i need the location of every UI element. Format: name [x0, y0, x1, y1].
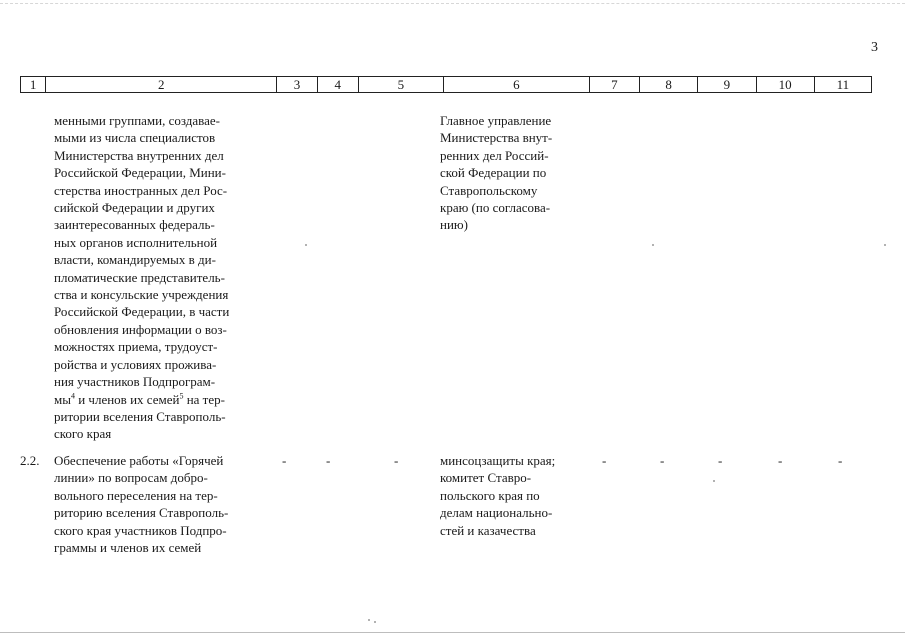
description-line: стерства иностранных дел Рос- [54, 182, 228, 198]
executor-line: Министерства внут- [440, 130, 553, 146]
scan-speck [305, 244, 307, 246]
continued-row-executor [440, 112, 578, 234]
scan-edge-top [0, 3, 905, 4]
description-line: вольного переселения на тер- [54, 487, 218, 503]
column-header-10: 10 [757, 77, 815, 92]
executor-line: комитет Ставро- [440, 470, 532, 486]
row-2-2-col7-dash: - [602, 453, 607, 468]
row-2-2-col8-dash: - [660, 453, 665, 468]
executor-line: ренних дел Россий- [440, 147, 549, 163]
description-line: линии» по вопросам добро- [54, 470, 208, 486]
column-header-2: 2 [46, 77, 277, 92]
row-2-2-col3-dash: - [282, 453, 287, 468]
description-fragment: мы [54, 391, 71, 407]
description-line: менными группами, создавае- [54, 113, 220, 128]
continued-row-description [54, 112, 264, 443]
executor-line: Главное управление [440, 113, 552, 128]
executor-line: нию) [440, 217, 468, 233]
executor-line: стей и казачества [440, 522, 536, 538]
description-line: пломатические представитель- [54, 269, 225, 285]
row-2-2-col11-dash: - [838, 453, 843, 468]
column-header-7: 7 [590, 77, 640, 92]
description-line: граммы и членов их семей [54, 540, 202, 556]
column-header-3: 3 [277, 77, 318, 92]
executor-line: Ставропольскому [440, 182, 538, 198]
column-header-9: 9 [698, 77, 756, 92]
description-fragment: на тер- [183, 391, 225, 407]
executor-line: ской Федерации по [440, 165, 547, 181]
row-2-2-col5-dash: - [394, 453, 399, 468]
description-line: Министерства внутренних дел [54, 147, 224, 163]
description-line: сийской Федерации и других [54, 200, 215, 216]
description-line: риторию вселения Ставрополь- [54, 505, 229, 521]
description-line: ния участников Подпрограм- [54, 374, 216, 390]
description-line: ского края [54, 426, 112, 442]
column-header-6: 6 [444, 77, 590, 92]
executor-line: польского края по [440, 487, 540, 503]
page-number: 3 [871, 40, 878, 55]
description-line: ского края участников Подпро- [54, 522, 227, 538]
executor-line: минсоцзащиты края; [440, 453, 556, 468]
row-2-2-executor [440, 452, 578, 539]
description-line: мыми из числа специалистов [54, 130, 216, 146]
description-line-with-footnotes [54, 391, 264, 408]
description-line: власти, командируемых в ди- [54, 252, 216, 268]
row-2-2-col9-dash: - [718, 453, 723, 468]
description-line: Обеспечение работы «Горячей [54, 453, 224, 468]
executor-line: делам национально- [440, 505, 553, 521]
scan-speck [368, 619, 370, 621]
scan-speck [652, 244, 654, 246]
description-line: ритории вселения Ставрополь- [54, 408, 226, 424]
description-line: заинтересованных федераль- [54, 217, 215, 233]
scan-speck [374, 621, 376, 623]
scan-edge-bottom [0, 632, 905, 633]
description-fragment: и членов их семей [74, 391, 180, 407]
footnote-mark-4: 4 [70, 391, 75, 401]
row-2-2-number: 2.2. [20, 453, 40, 468]
row-2-2-col10-dash: - [778, 453, 783, 468]
description-line: можностях приема, трудоуст- [54, 339, 218, 355]
description-line: ройства и условиях прожива- [54, 356, 217, 372]
description-line: ных органов исполнительной [54, 234, 218, 250]
column-header-4: 4 [318, 77, 359, 92]
description-line: Российской Федерации, Мини- [54, 165, 226, 181]
column-number-header [20, 76, 872, 93]
scan-speck [713, 480, 715, 482]
row-2-2-col4-dash: - [326, 453, 331, 468]
scan-speck [884, 244, 886, 246]
column-header-1: 1 [21, 77, 46, 92]
executor-line: краю (по согласова- [440, 200, 551, 216]
column-header-5: 5 [359, 77, 444, 92]
column-header-11: 11 [836, 77, 850, 92]
description-line: ства и консульские учреждения [54, 287, 229, 303]
description-line: Российской Федерации, в части [54, 304, 230, 320]
description-line: обновления информации о воз- [54, 321, 227, 337]
column-header-8: 8 [640, 77, 698, 92]
row-2-2-description [54, 452, 264, 556]
footnote-mark-5: 5 [179, 391, 184, 401]
